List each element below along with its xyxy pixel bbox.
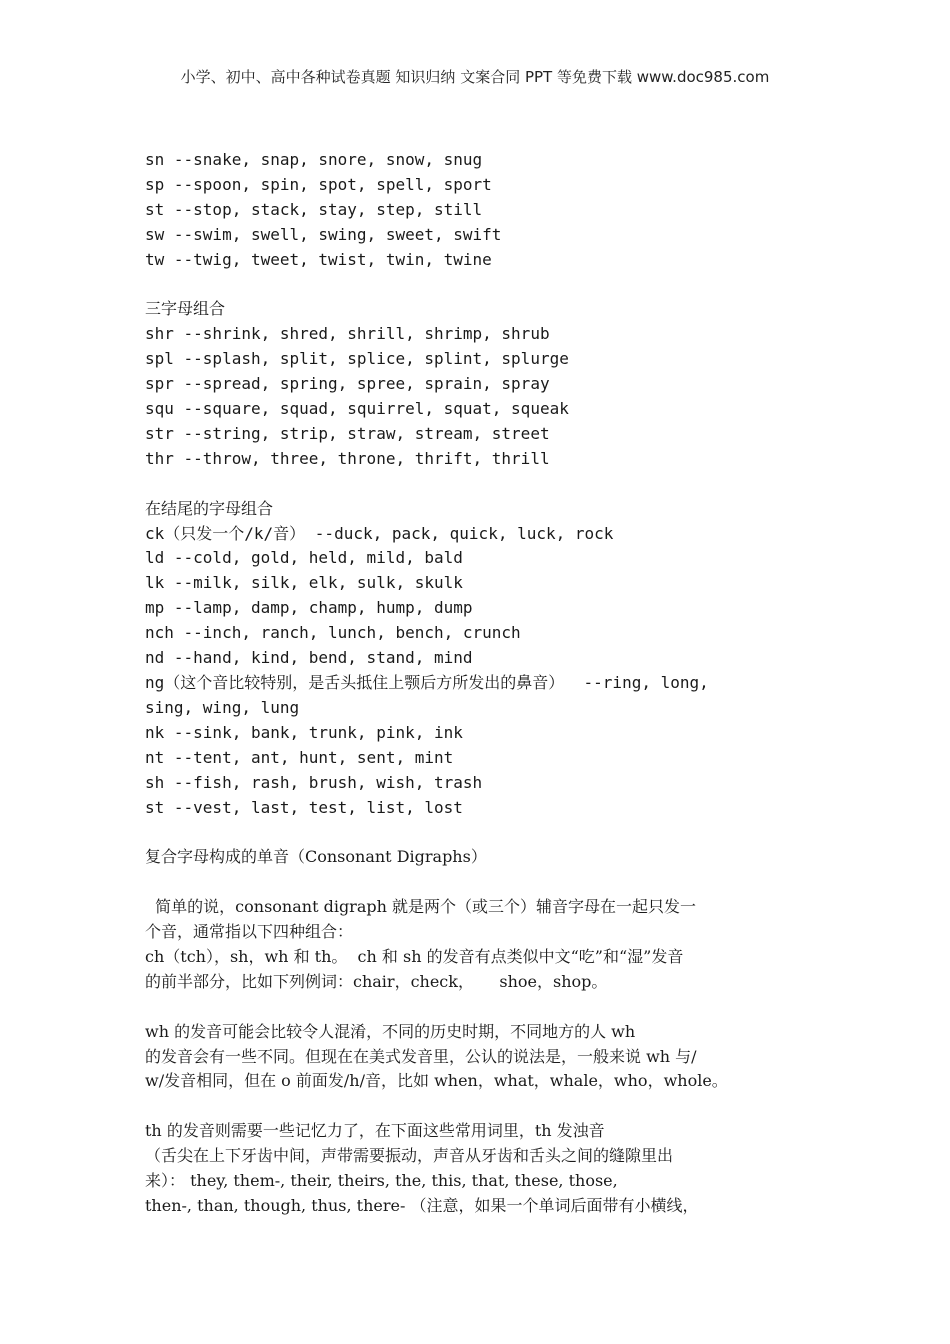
header-text: 小学、初中、高中各种试卷真题 知识归纳 文案合同 PPT 等免费下载 www.doc985.com: [180, 68, 770, 86]
spacer: [145, 995, 817, 1020]
digraphs-section: [145, 845, 817, 1219]
blend-line: nd --hand, kind, bend, stand, mind: [145, 648, 473, 668]
blend-line: str --string, strip, straw, stream, street: [145, 423, 550, 443]
section-heading: 复合字母构成的单音（Consonant Digraphs）: [145, 847, 487, 867]
blend-line: spr --spread, spring, spree, sprain, spray: [145, 374, 550, 394]
blend-line: nch --inch, ranch, lunch, bench, crunch: [145, 623, 521, 643]
paragraph-line: 个音，通常指以下四种组合：: [145, 922, 354, 942]
spacer: [145, 1094, 817, 1119]
blend-line: ck（只发一个/k/音） --duck, pack, quick, luck, rock: [145, 523, 614, 543]
paragraph-line: th 的发音则需要一些记忆力了，在下面这些常用词里，th 发浊音: [145, 1121, 605, 1141]
blend-line: thr --throw, three, throne, thrift, thrill: [145, 448, 550, 468]
spacer: [145, 820, 817, 845]
blend-line: sn --snake, snap, snore, snow, snug: [145, 150, 483, 169]
paragraph-line: w/发音相同，但在 o 前面发/h/音，比如 when，what，whale，who，whole。: [145, 1071, 728, 1091]
blend-line: sing, wing, lung: [145, 697, 300, 717]
ending-blends: [145, 497, 817, 821]
section-heading: 在结尾的字母组合: [145, 498, 274, 518]
blend-line: tw --twig, tweet, twist, twin, twine: [145, 249, 492, 269]
blend-line: ld --cold, gold, held, mild, bald: [145, 548, 463, 568]
blend-line: squ --square, squad, squirrel, squat, squeak: [145, 399, 569, 419]
two-letter-blends: [145, 148, 817, 273]
blend-line: mp --lamp, damp, champ, hump, dump: [145, 598, 473, 618]
spacer: [145, 870, 817, 895]
spacer: [145, 273, 817, 298]
blend-line: sw --swim, swell, swing, sweet, swift: [145, 224, 502, 244]
paragraph-line: then-, than, though, thus, there- （注意，如果一个单词后面带有小横线，: [145, 1195, 699, 1215]
blend-line: nk --sink, bank, trunk, pink, ink: [145, 722, 463, 742]
blend-line: nt --tent, ant, hunt, sent, mint: [145, 747, 454, 767]
blend-line: st --stop, stack, stay, step, still: [145, 199, 483, 219]
paragraph-line: wh 的发音可能会比较令人混淆，不同的历史时期，不同地方的人 wh: [145, 1021, 636, 1041]
blend-line: shr --shrink, shred, shrill, shrimp, shrub: [145, 324, 550, 344]
page-header: [0, 66, 950, 87]
blend-line: st --vest, last, test, list, lost: [145, 797, 463, 817]
blend-line: lk --milk, silk, elk, sulk, skulk: [145, 573, 463, 593]
document-body: [145, 148, 817, 1219]
blend-line: ng（这个音比较特别，是舌头抵住上颚后方所发出的鼻音） --ring, long,: [145, 673, 709, 692]
paragraph: [145, 895, 817, 995]
spacer: [145, 472, 817, 497]
paragraph-line: 简单的说，consonant digraph 就是两个（或三个）辅音字母在一起只发一: [145, 897, 697, 917]
paragraph-line: （舌尖在上下牙齿中间，声带需要振动，声音从牙齿和舌头之间的缝隙里出: [145, 1146, 674, 1166]
paragraph-line: 来）： they, them-, their, theirs, the, this, that, these, those,: [145, 1171, 618, 1191]
paragraph: [145, 1119, 817, 1219]
blend-line: sp --spoon, spin, spot, spell, sport: [145, 174, 492, 194]
paragraph-line: 的前半部分，比如下列例词：chair，check， shoe，shop。: [145, 971, 608, 991]
paragraph-line: 的发音会有一些不同。但现在在美式发音里，公认的说法是，一般来说 wh 与/: [145, 1046, 697, 1066]
paragraph-line: ch（tch），sh，wh 和 th。 ch 和 sh 的发音有点类似中文“吃”和“湿”发音: [145, 946, 684, 966]
blend-line: spl --splash, split, splice, splint, splurge: [145, 349, 569, 369]
section-heading: 三字母组合: [145, 299, 226, 319]
paragraph: [145, 1020, 817, 1095]
three-letter-blends: [145, 297, 817, 471]
blend-line: sh --fish, rash, brush, wish, trash: [145, 772, 483, 792]
